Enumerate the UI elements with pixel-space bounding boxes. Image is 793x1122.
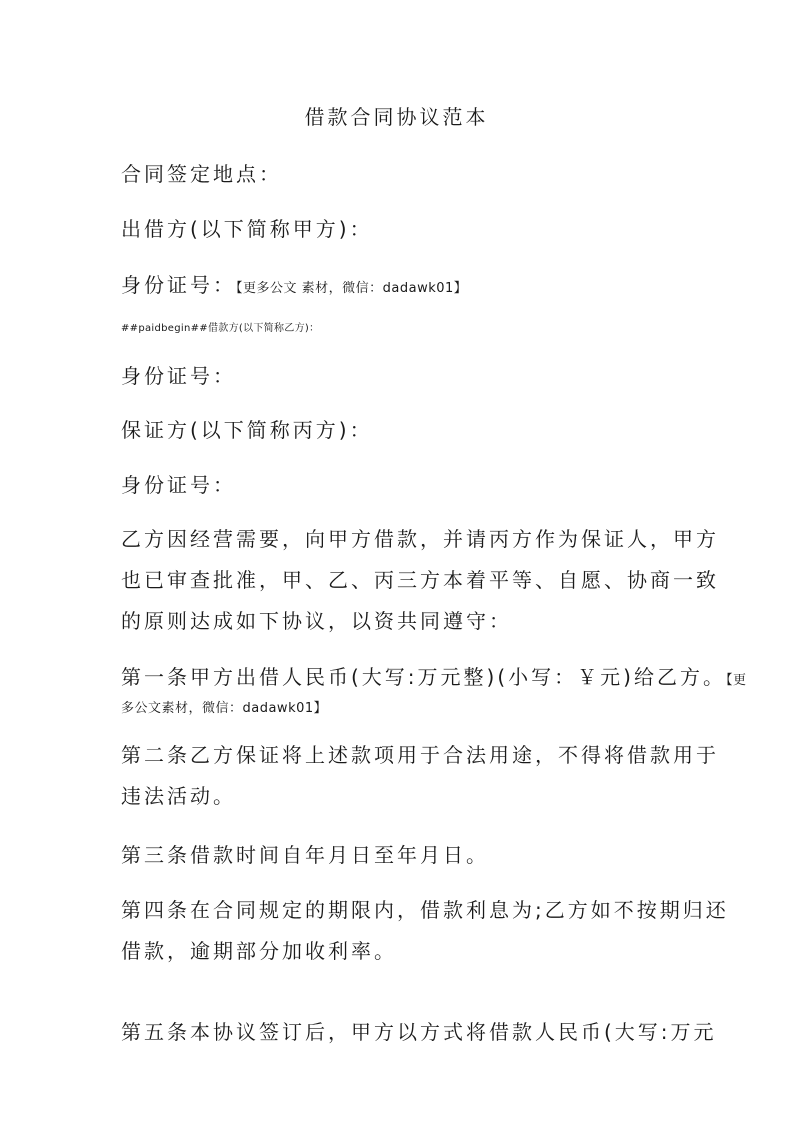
intro-line-2: 也已审查批准，甲、乙、丙三方本着平等、自愿、协商一致: [121, 568, 719, 592]
id-label: 身份证号：: [121, 273, 236, 297]
intro-paragraph: [121, 519, 719, 642]
article-2-paragraph: [121, 735, 719, 817]
lender-id-line: [121, 271, 467, 303]
article-4-paragraph: [121, 890, 729, 972]
article-4-line-2: 借款，逾期部分加收利率。: [121, 939, 397, 963]
guarantor-id-line: 身份证号：: [121, 473, 236, 497]
article-5-paragraph: [121, 1012, 717, 1053]
article-2-line-1: 第二条乙方保证将上述款项用于合法用途，不得将借款用于: [121, 743, 719, 767]
promo-text: 【更多公文 素材，微信：dadawk01】: [236, 281, 468, 296]
article-1-promo-continued: 多公文素材，微信：dadawk01】: [121, 701, 328, 716]
signing-place-line: 合同签定地点：: [121, 162, 282, 186]
paid-borrower-line: ##paidbegin##借款方(以下简称乙方)：: [121, 323, 320, 334]
article-1-line: [121, 663, 746, 695]
guarantor-line: 保证方(以下简称丙方)：: [121, 418, 373, 442]
article-1-promo-start: 【更: [725, 673, 747, 688]
borrower-id-line: 身份证号：: [121, 364, 236, 388]
intro-line-1: 乙方因经营需要，向甲方借款，并请丙方作为保证人，甲方: [121, 527, 719, 551]
article-5-line-1: 第五条本协议签订后，甲方以方式将借款人民币(大写:万元: [121, 1020, 717, 1044]
document-title: 借款合同协议范本: [304, 105, 489, 129]
lender-line: 出借方(以下简称甲方)：: [121, 217, 373, 241]
intro-line-3: 的原则达成如下协议，以资共同遵守：: [121, 609, 512, 633]
article-2-line-2: 违法活动。: [121, 784, 236, 808]
article-1-text: 第一条甲方出借人民币(大写:万元整)(小写：￥元)给乙方。: [121, 665, 726, 689]
article-3-line: 第三条借款时间自年月日至年月日。: [121, 843, 489, 867]
article-4-line-1: 第四条在合同规定的期限内，借款利息为;乙方如不按期归还: [121, 898, 729, 922]
